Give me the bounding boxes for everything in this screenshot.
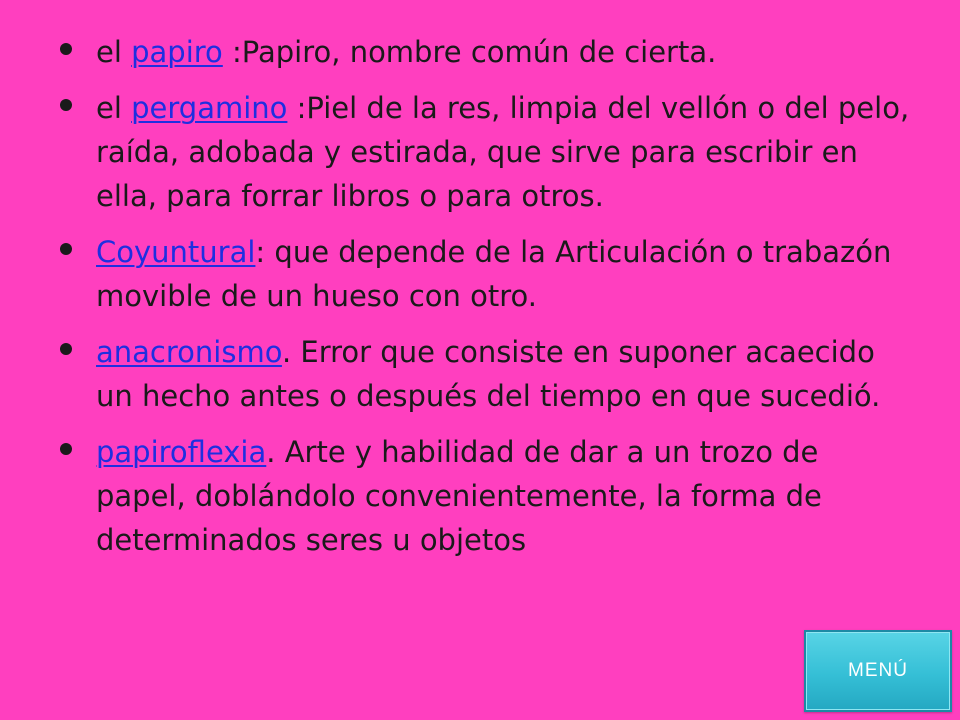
link-anacronismo[interactable]: anacronismo [96,335,282,369]
link-coyuntural[interactable]: Coyuntural [96,235,256,269]
bullet-icon [60,343,72,355]
list-item-definition: :Piel de la res, limpia del vellón o del pelo, raída, adobada y estirada, que sirve para escribir en ella, para forrar libros o para otros. [96,91,910,213]
list-item-pergamino [52,86,912,218]
list-item-definition: . Error que consiste en suponer acaecido un hecho antes o después del tiempo en que sucedió. [96,335,881,413]
definition-list [52,30,912,574]
list-item-definition: :Papiro, nombre común de cierta. [222,35,717,69]
link-papiro[interactable]: papiro [131,35,223,69]
link-pergamino[interactable]: pergamino [131,91,288,125]
bullet-icon [60,43,72,55]
bullet-icon [60,443,72,455]
list-item-papiroflexia [52,430,912,562]
list-item-definition: . Arte y habilidad de dar a un trozo de papel, doblándolo convenientemente, la forma de determinados seres u objetos [96,435,822,557]
list-item-anacronismo [52,330,912,418]
list-item-papiro [52,30,912,74]
menu-button-label: MENÚ [848,660,908,681]
menu-button[interactable] [804,630,952,712]
list-item-coyuntural [52,230,912,318]
list-item-definition: : que depende de la Articulación o trabazón movible de un hueso con otro. [96,235,892,313]
list-item-prefix: el [96,91,132,125]
bullet-icon [60,243,72,255]
list-item-prefix: el [96,35,132,69]
bullet-icon [60,99,72,111]
link-papiroflexia[interactable]: papiroflexia [96,435,267,469]
